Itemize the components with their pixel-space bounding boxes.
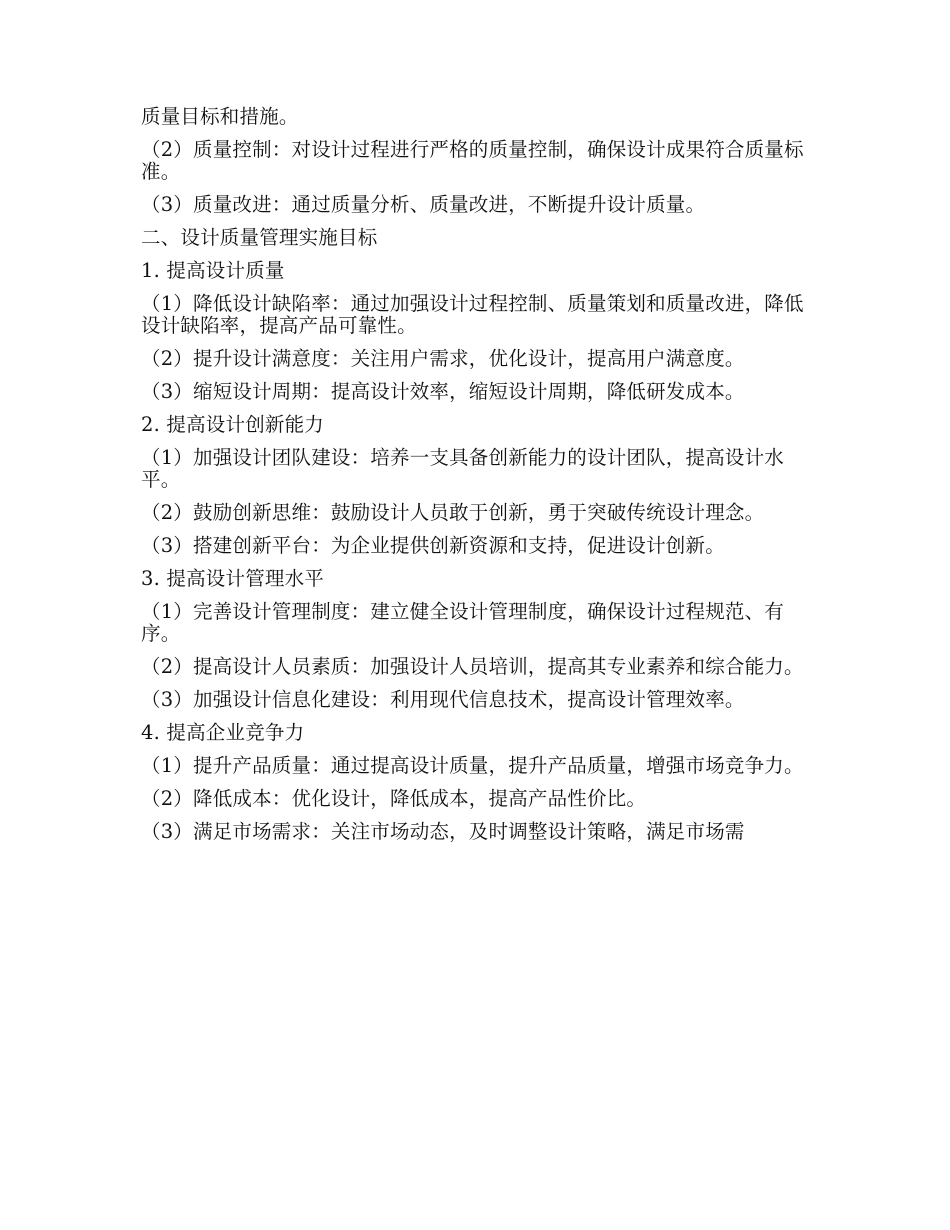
paragraph: （1）提升产品质量：通过提高设计质量，提升产品质量，增强市场竞争力。 xyxy=(141,754,804,777)
paragraph: （3）搭建创新平台：为企业提供创新资源和支持，促进设计创新。 xyxy=(141,534,725,557)
paragraph: （3）缩短设计周期：提高设计效率，缩短设计周期，降低研发成本。 xyxy=(141,380,745,403)
paragraph: （3）加强设计信息化建设：利用现代信息技术，提高设计管理效率。 xyxy=(141,688,745,711)
paragraph: （1）降低设计缺陷率：通过加强设计过程控制、质量策划和质量改进，降低设计缺陷率，提高产品可靠性。 xyxy=(141,292,804,337)
paragraph: （1）加强设计团队建设：培养一支具备创新能力的设计团队，提高设计水平。 xyxy=(141,446,785,491)
paragraph: （2）质量控制：对设计过程进行严格的质量控制，确保设计成果符合质量标准。 xyxy=(141,138,804,183)
subsection-heading: 4. 提高企业竞争力 xyxy=(141,721,305,744)
paragraph: 质量目标和措施。 xyxy=(141,105,299,128)
paragraph: （2）提升设计满意度：关注用户需求，优化设计，提高用户满意度。 xyxy=(141,347,745,370)
document-body xyxy=(141,106,806,854)
subsection-heading: 3. 提高设计管理水平 xyxy=(141,567,325,590)
paragraph: （3）质量改进：通过质量分析、质量改进，不断提升设计质量。 xyxy=(141,193,706,216)
paragraph: （3）满足市场需求：关注市场动态，及时调整设计策略，满足市场需 xyxy=(141,820,745,843)
section-heading: 二、设计质量管理实施目标 xyxy=(141,226,378,249)
paragraph: （2）降低成本：优化设计，降低成本，提高产品性价比。 xyxy=(141,787,647,810)
subsection-heading: 1. 提高设计质量 xyxy=(141,259,285,282)
paragraph: （2）鼓励创新思维：鼓励设计人员敢于创新，勇于突破传统设计理念。 xyxy=(141,501,765,524)
paragraph: （2）提高设计人员素质：加强设计人员培训，提高其专业素养和综合能力。 xyxy=(141,655,804,678)
subsection-heading: 2. 提高设计创新能力 xyxy=(141,413,325,436)
paragraph: （1）完善设计管理制度：建立健全设计管理制度，确保设计过程规范、有序。 xyxy=(141,600,785,645)
